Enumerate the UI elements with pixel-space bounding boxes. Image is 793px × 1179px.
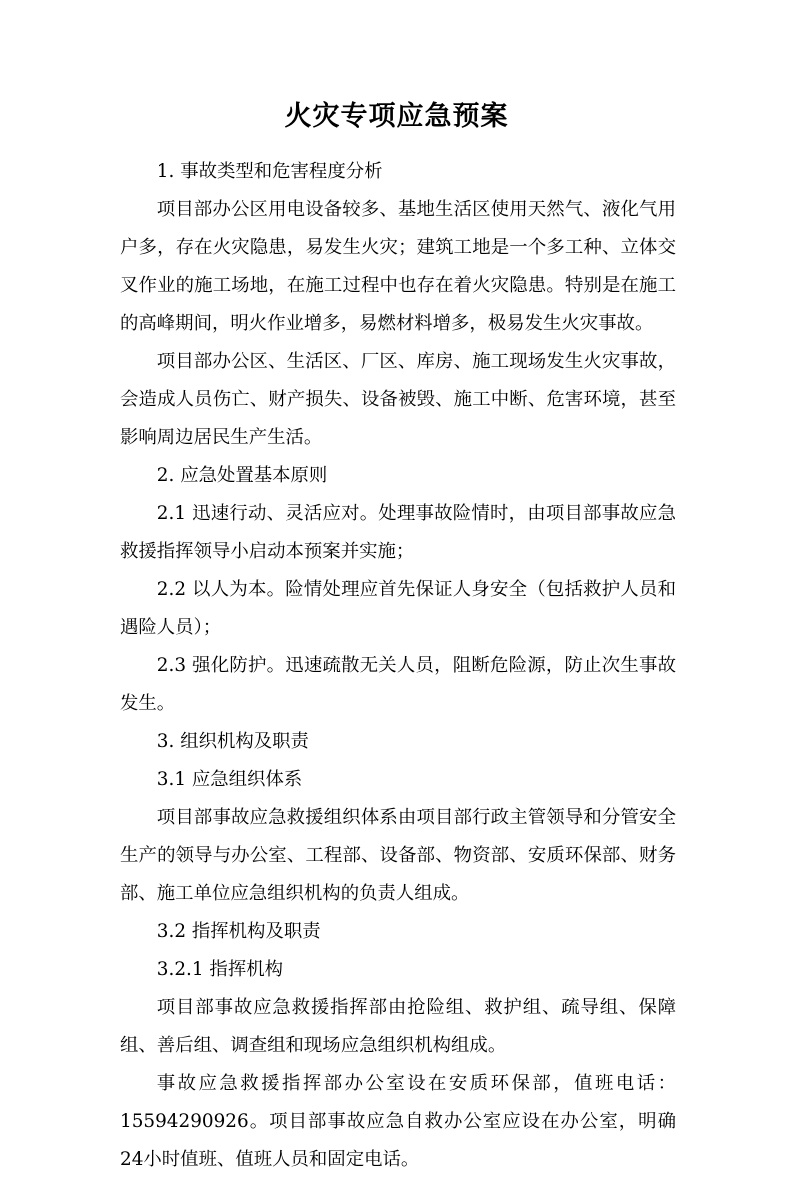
section-heading-1: 1. 事故类型和危害程度分析 bbox=[156, 161, 383, 182]
document-body bbox=[120, 153, 676, 1179]
subsection-heading-3-1: 3.1 应急组织体系 bbox=[156, 769, 303, 790]
section-heading-3: 3. 组织机构及职责 bbox=[156, 731, 309, 752]
principle-2-2: 2.2 以人为本。险情处理应首先保证人身安全（包括救护人员和遇险人员）； bbox=[120, 579, 676, 638]
subsection-heading-3-2-1: 3.2.1 指挥机构 bbox=[156, 959, 283, 980]
paragraph-command-groups: 项目部事故应急救援指挥部由抢险组、救护组、疏导组、保障组、善后组、调查组和现场应急组织机构组成。 bbox=[120, 997, 676, 1056]
paragraph-duty-phone: 事故应急救援指挥部办公室设在安质环保部，值班电话：15594290926。项目部事故应急自救办公室应设在办公室，明确24小时值班、值班人员和固定电话。 bbox=[120, 1073, 676, 1170]
section-heading-2: 2. 应急处置基本原则 bbox=[156, 465, 328, 486]
principle-2-3: 2.3 强化防护。迅速疏散无关人员，阻断危险源，防止次生事故发生。 bbox=[120, 655, 676, 714]
document-title: 火灾专项应急预案 bbox=[284, 101, 509, 132]
principle-2-1: 2.1 迅速行动、灵活应对。处理事故险情时，由项目部事故应急救援指挥领导小启动本预案并实施； bbox=[120, 503, 676, 562]
paragraph-fire-risk: 项目部办公区用电设备较多、基地生活区使用天然气、液化气用户多，存在火灾隐患，易发生火灾；建筑工地是一个多工种、立体交叉作业的施工场地，在施工过程中也存在着火灾隐患。特别是在施工的高峰期间，明火作业增多，易燃材料增多，极易发生火灾事故。 bbox=[120, 199, 676, 334]
paragraph-organization: 项目部事故应急救援组织体系由项目部行政主管领导和分管安全生产的领导与办公室、工程部、设备部、物资部、安质环保部、财务部、施工单位应急组织机构的负责人组成。 bbox=[120, 807, 676, 904]
paragraph-fire-consequences: 项目部办公区、生活区、厂区、库房、施工现场发生火灾事故，会造成人员伤亡、财产损失、设备被毁、施工中断、危害环境，甚至影响周边居民生产生活。 bbox=[120, 351, 676, 448]
subsection-heading-3-2: 3.2 指挥机构及职责 bbox=[156, 921, 321, 942]
